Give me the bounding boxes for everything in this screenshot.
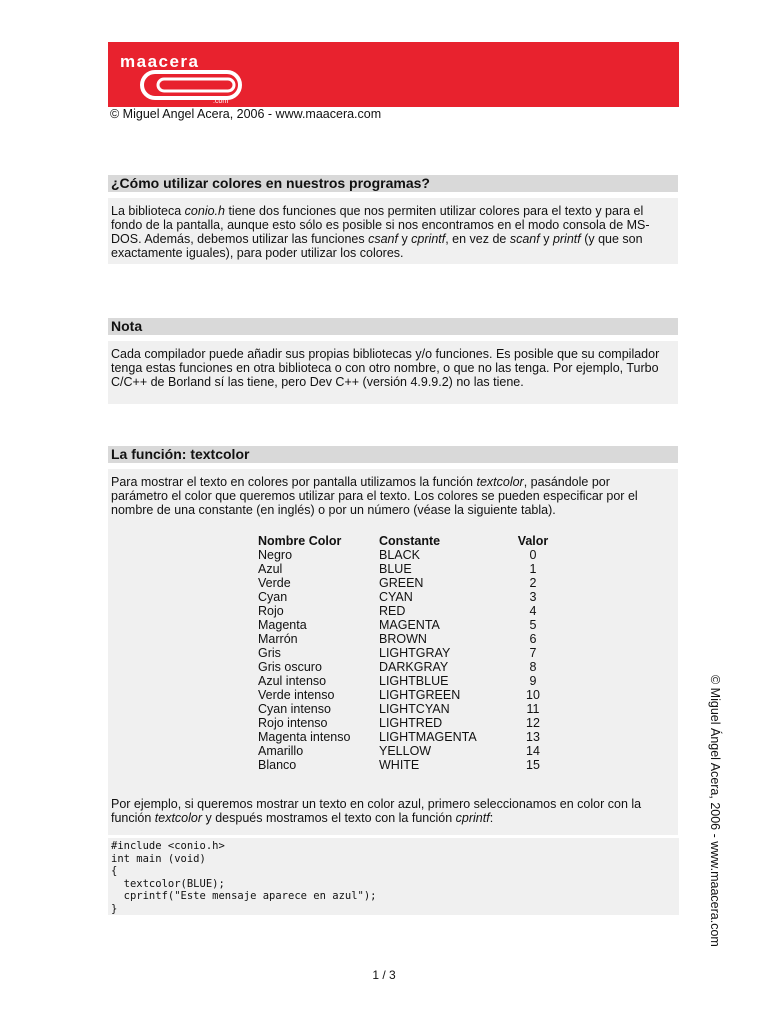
code-line: int main (void): [111, 852, 206, 865]
constant-cell: DARKGRAY: [379, 660, 449, 674]
table-row: [258, 660, 553, 674]
text-run: , pasándole por parámetro el color que queremos utilizar para el texto. Los colores se pueden especificar por el nombre de una constante (en inglés) o por un número (véase la siguiente tabla).: [111, 475, 638, 517]
value-cell: 0: [529, 548, 537, 562]
text-run: y: [539, 232, 553, 246]
code-line: }: [111, 902, 118, 915]
table-row: [258, 702, 553, 716]
section-title-colores: ¿Cómo utilizar colores en nuestros programas?: [108, 175, 678, 192]
section-paragraph: [111, 204, 670, 260]
constant-cell: LIGHTRED: [379, 716, 443, 730]
value-cell: 13: [526, 730, 540, 744]
code-line: cprintf("Este mensaje aparece en azul");: [111, 890, 377, 903]
color-name-cell: Gris: [258, 646, 281, 660]
header-banner: [108, 42, 679, 107]
code-block: [108, 838, 679, 915]
value-cell: 6: [529, 632, 537, 646]
table-header-row: [258, 534, 553, 548]
value-cell: 4: [529, 604, 537, 618]
italic-term: csanf: [368, 232, 398, 246]
example-paragraph: [111, 797, 670, 825]
color-name-cell: Negro: [258, 548, 293, 562]
section-paragraph: [111, 475, 670, 517]
constant-cell: BLACK: [379, 548, 420, 562]
table-row: [258, 688, 553, 702]
side-copyright: © Miguel Ángel Acera, 2006 - www.maacera.com: [708, 675, 722, 947]
table-row: [258, 590, 553, 604]
constant-cell: LIGHTGREEN: [379, 688, 461, 702]
section-title-nota: Nota: [108, 318, 678, 335]
text-run: Cada compilador puede añadir sus propias bibliotecas y/o funciones. Es posible que su compilador tenga estas funciones en otra biblioteca o con otro nombre, o que no las tenga. Por ejemplo, Turbo C/C++ de Borland sí las tiene, pero Dev C++ (versión 4.9.9.2) no las tiene.: [111, 347, 660, 389]
value-cell: 14: [526, 744, 540, 758]
table-row: [258, 618, 553, 632]
text-run: y después mostramos el texto con la función: [202, 811, 456, 825]
constant-cell: LIGHTBLUE: [379, 674, 449, 688]
table-row: [258, 632, 553, 646]
text-run: y: [397, 232, 412, 246]
value-cell: 1: [529, 562, 537, 576]
value-cell: 5: [529, 618, 537, 632]
italic-term: printf: [552, 232, 581, 246]
maacera-logo-icon: [118, 48, 268, 104]
section-body-nota: [108, 341, 678, 404]
text-run: Para mostrar el texto en colores por pantalla utilizamos la función: [111, 475, 477, 489]
value-cell: 10: [526, 688, 540, 702]
table-row: [258, 674, 553, 688]
constant-cell: BROWN: [379, 632, 427, 646]
constant-cell: LIGHTGRAY: [379, 646, 451, 660]
color-name-cell: Amarillo: [258, 744, 304, 758]
table-row: [258, 604, 553, 618]
code-line: #include <conio.h>: [111, 840, 225, 852]
section-title-textcolor: La función: textcolor: [108, 446, 678, 463]
table-row: [258, 744, 553, 758]
table-row: [258, 646, 553, 660]
constant-cell: CYAN: [379, 590, 413, 604]
constant-cell: RED: [379, 604, 406, 618]
color-name-cell: Magenta intenso: [258, 730, 351, 744]
constant-cell: YELLOW: [379, 744, 432, 758]
italic-term: textcolor: [154, 811, 203, 825]
table-row: [258, 576, 553, 590]
constant-cell: LIGHTCYAN: [379, 702, 450, 716]
logo-sub: .com: [213, 98, 229, 104]
color-name-cell: Rojo intenso: [258, 716, 328, 730]
color-name-cell: Azul: [258, 562, 283, 576]
table-row: [258, 730, 553, 744]
section-paragraph: [111, 347, 670, 389]
color-name-cell: Marrón: [258, 632, 298, 646]
table-header: Nombre Color: [258, 534, 342, 548]
value-cell: 9: [529, 674, 537, 688]
text-run: (y que son exactamente iguales), para poder utilizar los colores.: [111, 232, 643, 260]
italic-term: cprintf: [411, 232, 446, 246]
table-row: [258, 716, 553, 730]
color-name-cell: Blanco: [258, 758, 297, 772]
section-body-colores: [108, 198, 678, 264]
color-name-cell: Gris oscuro: [258, 660, 322, 674]
page-number: 1 / 3: [372, 968, 396, 982]
table-row: [258, 758, 553, 772]
value-cell: 2: [529, 576, 537, 590]
logo-text: maacera: [120, 52, 200, 71]
table-row: [258, 548, 553, 562]
color-table: [258, 534, 553, 772]
text-run: :: [489, 811, 494, 825]
table-header: Valor: [517, 534, 549, 548]
code-line: textcolor(BLUE);: [111, 877, 225, 890]
italic-term: conio.h: [184, 204, 225, 218]
color-name-cell: Cyan intenso: [258, 702, 331, 716]
constant-cell: MAGENTA: [379, 618, 440, 632]
value-cell: 11: [526, 702, 540, 716]
constant-cell: LIGHTMAGENTA: [379, 730, 477, 744]
constant-cell: WHITE: [379, 758, 420, 772]
color-name-cell: Rojo: [258, 604, 284, 618]
color-name-cell: Verde intenso: [258, 688, 335, 702]
value-cell: 15: [526, 758, 540, 772]
value-cell: 7: [529, 646, 537, 660]
header-copyright: © Miguel Angel Acera, 2006 - www.maacera.com: [110, 107, 382, 121]
code-line: {: [111, 865, 118, 878]
text-run: tiene dos funciones que nos permiten utilizar colores para el texto y para el fondo de la pantalla, aunque esto sólo es posible si nos encontramos en el modo consola de MS-DOS. Además, debemos utilizar las funciones: [111, 204, 650, 246]
value-cell: 3: [529, 590, 537, 604]
italic-term: scanf: [509, 232, 540, 246]
text-run: La biblioteca: [111, 204, 185, 218]
color-name-cell: Cyan: [258, 590, 288, 604]
text-run: Por ejemplo, si queremos mostrar un texto en color azul, primero seleccionamos en color con la función: [111, 797, 642, 825]
value-cell: 8: [529, 660, 537, 674]
color-name-cell: Azul intenso: [258, 674, 327, 688]
constant-cell: GREEN: [379, 576, 424, 590]
italic-term: textcolor: [476, 475, 524, 489]
table-header: Constante: [379, 534, 441, 548]
value-cell: 12: [526, 716, 540, 730]
constant-cell: BLUE: [379, 562, 412, 576]
italic-term: cprintf: [455, 811, 490, 825]
color-name-cell: Magenta: [258, 618, 307, 632]
text-run: , en vez de: [445, 232, 510, 246]
table-row: [258, 562, 553, 576]
color-name-cell: Verde: [258, 576, 291, 590]
